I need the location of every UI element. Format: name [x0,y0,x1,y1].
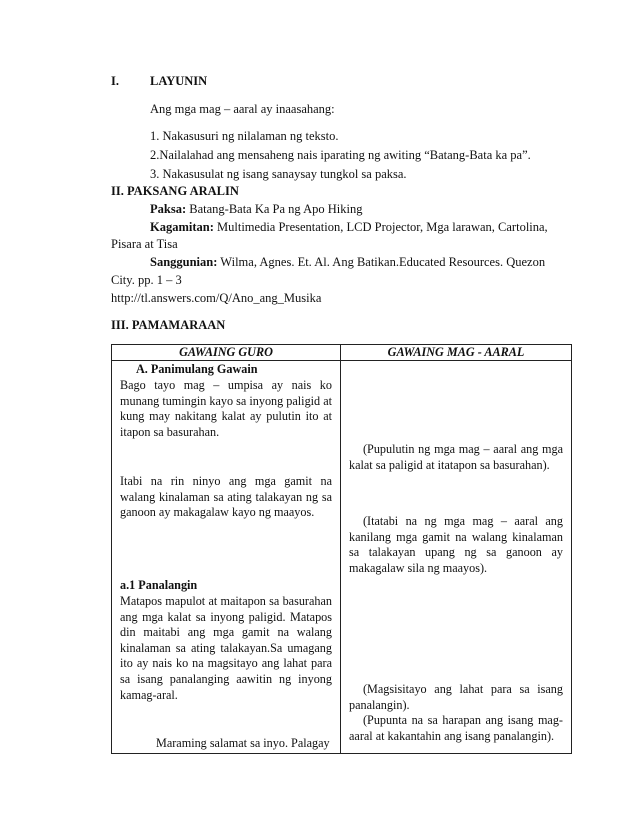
section-1-title: LAYUNIN [150,74,208,88]
sanggunian-line [150,254,545,270]
teacher-paragraph-4: Maraming salamat sa inyo. Palagay [156,736,330,750]
teacher-column [112,361,341,754]
teacher-paragraph-2: Itabi na rin ninyo ang mga gamit na walang kinalaman sa ating talakayan ng sa ganoon ay makagalaw kayo ng maayos. [120,474,332,520]
section-3-title: III. PAMAMARAAN [111,318,226,332]
objective-item-1: 1. Nakasusuri ng nilalaman ng teksto. [150,129,339,143]
objective-item-2: 2.Nailalahad ang mensaheng nais iparating ng awiting “Batang-Bata ka pa”. [150,148,531,162]
paksa-value: Batang-Bata Ka Pa ng Apo Hiking [186,202,363,216]
table-header-row [112,345,572,361]
teacher-paragraph-3: Matapos mapulot at maitapon sa basurahan ang mga kalat sa inyong paligid. Matapos din maitabi ang mga gamit na walang kinalaman sa ating talakayan.Sa umagang ito ay nais ko na magsitayo ang lahat para sa isang panalanging aawitin ng inyong kamag-aral. [120,594,332,702]
paksa-label: Paksa: [150,202,187,216]
student-response-2: (Itatabi na ng mga mag – aaral ang kanilang mga gamit na walang kinalaman sa talakayan upang ng sa ganoon ay makagalaw sila ng maayos). [349,514,563,575]
sanggunian-label: Sanggunian: [150,255,218,269]
panalangin-heading: a.1 Panalangin [120,578,198,592]
paksa-line [150,201,363,217]
student-response-3: (Magsisitayo ang lahat para sa isang panalangin). [349,682,563,712]
student-response-4: (Pupunta na sa harapan ang isang mag-aaral at kakantahin ang isang panalangin). [349,713,563,743]
student-column [341,361,572,754]
panimulang-gawain-heading: A. Panimulang Gawain [136,362,258,376]
student-response-1: (Pupulutin ng mga mag – aaral ang mga kalat sa paligid at itatapon sa basurahan). [349,442,563,472]
teacher-paragraph-1: Bago tayo mag – umpisa ay nais ko munang tumingin kayo sa inyong paligid at kung may nakitang kalat ay pulutin ito at itapon sa basurahan. [120,378,332,439]
objective-item-3: 3. Nakasusulat ng isang sanaysay tungkol sa paksa. [150,167,407,181]
sanggunian-value: Wilma, Agnes. Et. Al. Ang Batikan.Educated Resources. Quezon [217,255,546,269]
kagamitan-continued: Pisara at Tisa [111,237,178,251]
objectives-intro: Ang mga mag – aaral ay inaasahang: [150,102,335,116]
header-gawaing-guro: GAWAING GURO [112,345,341,361]
header-gawaing-mag-aaral: GAWAING MAG - AARAL [341,345,572,361]
section-2-title: II. PAKSANG ARALIN [111,184,239,198]
sanggunian-continued: City. pp. 1 – 3 [111,273,182,287]
section-1-number: I. [111,74,119,88]
kagamitan-line [150,219,548,235]
kagamitan-label: Kagamitan: [150,220,214,234]
reference-url: http://tl.answers.com/Q/Ano_ang_Musika [111,291,322,305]
procedure-table [111,344,572,754]
table-row [112,361,572,754]
kagamitan-value: Multimedia Presentation, LCD Projector, Mga larawan, Cartolina, [213,220,548,234]
